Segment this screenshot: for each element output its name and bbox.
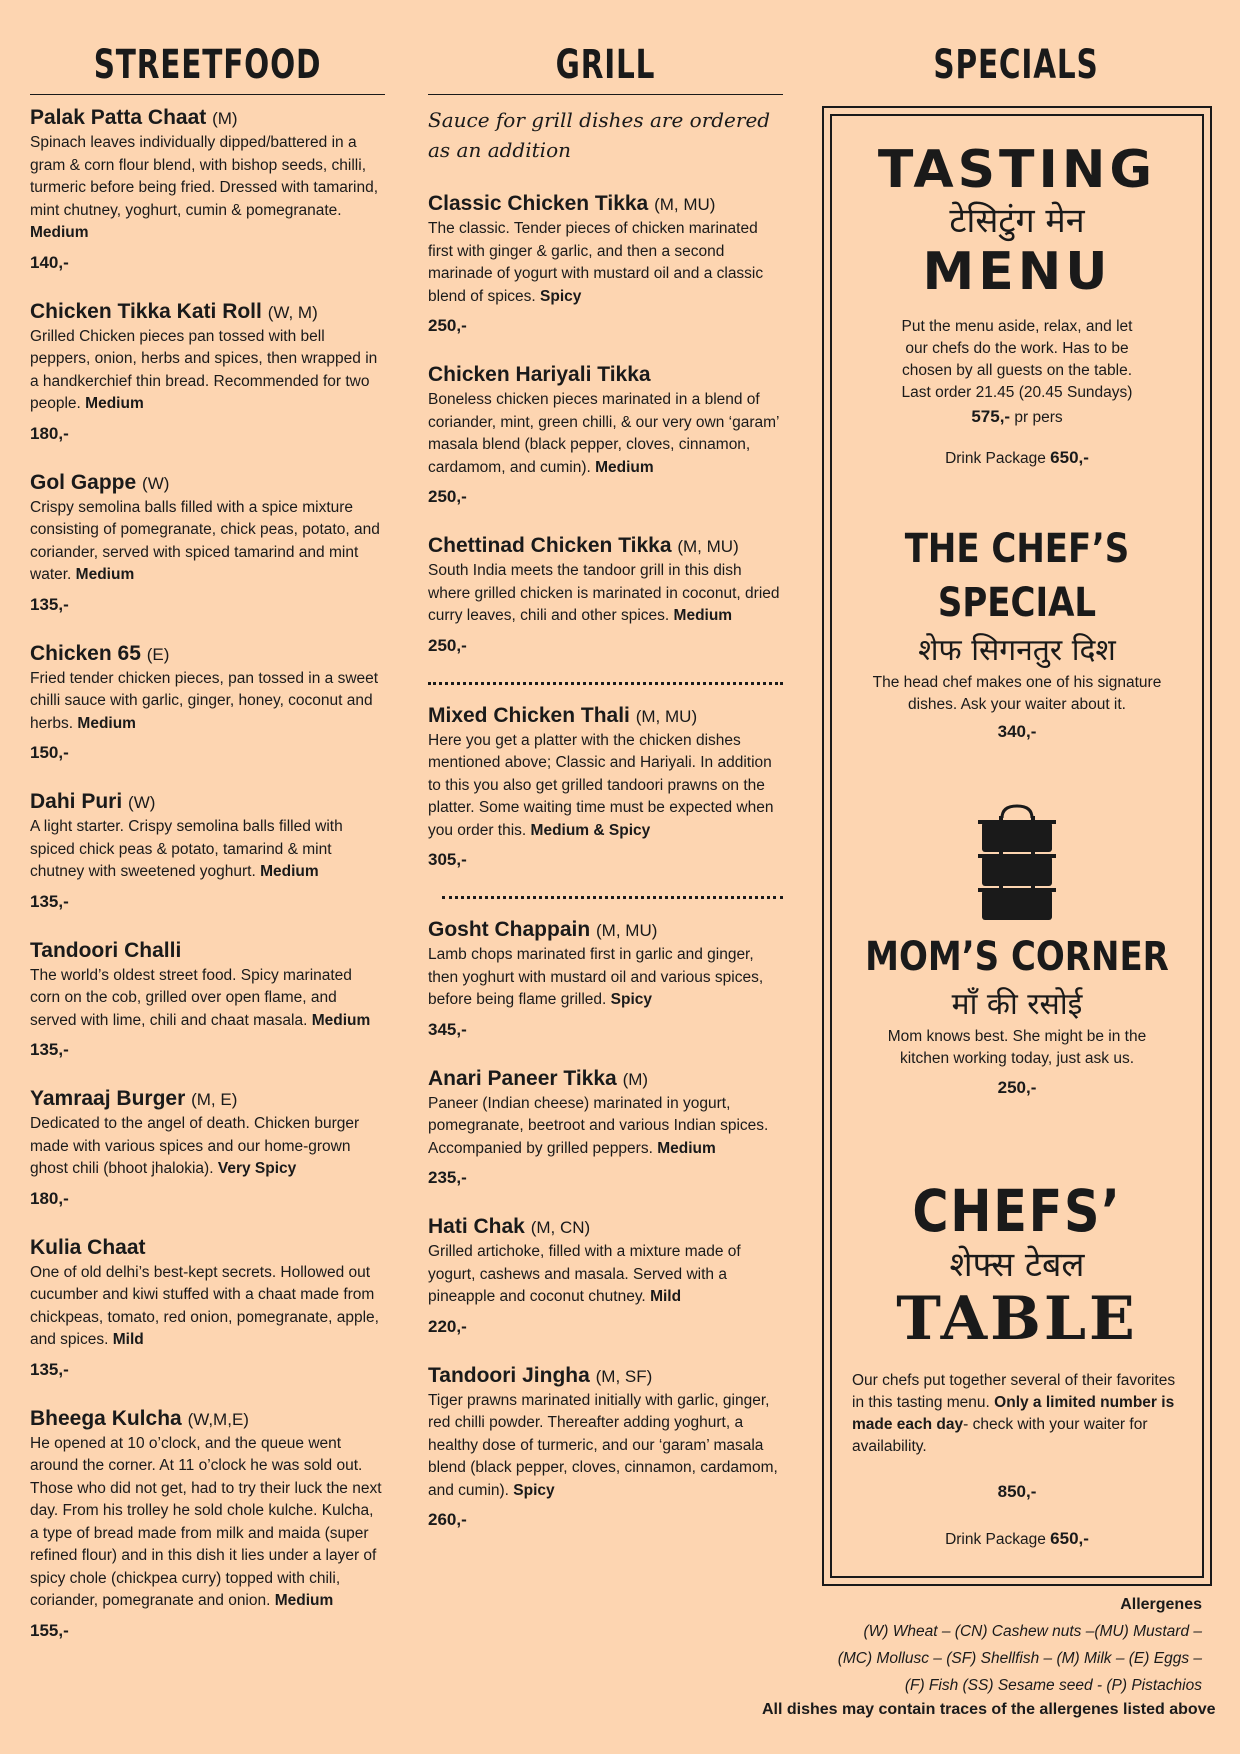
dish-heat-level: Medium	[30, 224, 89, 241]
dish-heat-level: Spicy	[513, 1481, 555, 1499]
allergenes-footer: All dishes may contain traces of the allergenes listed above	[762, 1701, 1216, 1718]
menu-item	[30, 789, 385, 912]
dish-name-row	[428, 1066, 783, 1093]
dish-price: 220,-	[428, 1316, 467, 1336]
dish-heat-level: Spicy	[540, 287, 582, 305]
dish-description-row	[30, 1262, 385, 1352]
dish-description: He opened at 10 o’clock, and the queue went around the corner. At 11 o’clock he was sold out. Those who did not get, had to try their luck the next day. From his trolley he sold chole kulche. Kulcha, a type of bread made from milk and maida (super refined flour) and in this dish it lies under a layer of spicy chole (chickpea curry) topped with chili, coriander, pomegranate and onion.	[30, 1434, 382, 1609]
dish-name-row	[30, 105, 385, 132]
menu-title: MENU	[922, 242, 1112, 302]
tasting-hindi: टेसि‍टुंग मेन	[949, 201, 1085, 241]
dish-description: The classic. Tender pieces of chicken marinated first with ginger & garlic, and then a second marinade of yogurt with mustard oil and a classic blend of spices.	[428, 220, 764, 305]
dish-name: Gol Gappe	[30, 470, 137, 494]
moms-corner-section	[832, 804, 1202, 1098]
heading-rule	[30, 94, 385, 95]
chefs-table-hindi: शेफ्स टेबल	[949, 1245, 1085, 1285]
dish-price: 135,-	[30, 1040, 69, 1059]
dish-name-row	[428, 703, 783, 730]
dish-name: Mixed Chicken Thali	[428, 703, 630, 727]
menu-item	[428, 533, 783, 656]
specials-frame	[822, 106, 1212, 1586]
tasting-drink-row	[832, 447, 1202, 470]
dish-heat-level: Spicy	[610, 991, 653, 1008]
menu-item	[30, 938, 385, 1061]
dish-heat-level: Medium	[85, 395, 144, 412]
menu-item	[30, 1406, 385, 1641]
tiffin-box-icon	[972, 804, 1062, 924]
allergenes-title: Allergenes	[1120, 1596, 1202, 1613]
allergenes-line: (F) Fish (SS) Sesame seed - (P) Pistachios	[904, 1677, 1202, 1694]
dish-description: One of old delhi’s best-kept secrets. Hollowed out cucumber and kiwi stuffed with a chaat made from chickpeas, tomato, red onion, pomegranate, apple, and spices.	[30, 1263, 379, 1348]
dish-description: A light starter. Crispy semolina balls filled with spiced chick peas & potato, tamarind & mint chutney with sweetened yoghurt.	[30, 818, 343, 880]
chefs-table-price: 850,-	[997, 1482, 1037, 1501]
dish-allergens: (M, MU)	[654, 195, 716, 214]
dish-name-row	[428, 917, 783, 944]
dish-description-row	[30, 1433, 385, 1613]
dish-allergens: (M, MU)	[635, 706, 698, 726]
dish-name-row	[428, 533, 783, 560]
dish-description: Boneless chicken pieces marinated in a blend of coriander, mint, green chilli, & our very own ‘garam’ masala blend (black pepper, cloves, cinnamon, cardamom, and cumin).	[428, 391, 779, 476]
dish-description-row	[428, 944, 783, 1012]
dish-name-row	[428, 1363, 783, 1390]
dish-allergens: (M, SF)	[595, 1366, 653, 1386]
menu-item	[428, 362, 783, 507]
dish-name-row	[30, 1086, 385, 1113]
dish-description: Paneer (Indian cheese) marinated in yogurt, pomegranate, beetroot and various Indian spices. Accompanied by grilled peppers.	[428, 1094, 769, 1157]
dish-name: Chettinad Chicken Tikka	[428, 534, 672, 557]
dish-price: 150,-	[30, 743, 69, 762]
dish-price: 180,-	[30, 1188, 69, 1208]
dish-description: Dedicated to the angel of death. Chicken burger made with various spices and our home-grown ghost chili (bhoot jhalokia).	[30, 1115, 360, 1177]
dish-name: Dahi Puri	[30, 790, 123, 813]
menu-item	[428, 191, 783, 336]
dish-allergens: (W)	[128, 793, 156, 812]
menu-item	[30, 1086, 385, 1209]
menu-item	[30, 641, 385, 764]
dish-allergens: (W)	[142, 473, 170, 493]
dish-price: 250,-	[428, 487, 467, 506]
dish-description-row	[30, 1113, 385, 1181]
grill-list-chicken	[428, 191, 783, 656]
dish-description: Lamb chops marinated first in garlic and ginger, then yoghurt with mustard oil and various spices, before being flame grilled.	[428, 946, 764, 1008]
dish-name: Anari Paneer Tikka	[428, 1066, 617, 1090]
dish-heat-level: Medium	[673, 607, 733, 624]
drink-package-label: Drink Package	[945, 1531, 1046, 1548]
chefs-table-desc-b: - check with your waiter for availability.	[852, 1416, 1148, 1455]
chefs-table-title2: TABLE	[896, 1284, 1138, 1354]
dish-name-row	[428, 1214, 783, 1241]
dish-description: Grilled Chicken pieces pan tossed with bell peppers, onion, herbs and spices, then wrapped in a handkerchief thin bread. Recommended for two people.	[30, 327, 378, 412]
menu-item	[428, 917, 783, 1040]
dish-name: Chicken Hariyali Tikka	[428, 363, 651, 386]
moms-corner-desc: Mom knows best. She might be in the kitchen working today, just ask us.	[887, 1028, 1147, 1067]
dish-heat-level: Medium & Spicy	[530, 821, 651, 839]
dish-allergens: (M)	[212, 109, 238, 128]
dish-heat-level: Mild	[112, 1331, 144, 1348]
dish-price: 135,-	[30, 594, 69, 614]
dish-heat-level: Medium	[657, 1139, 716, 1157]
menu-item	[428, 1363, 783, 1531]
menu-item	[428, 1214, 783, 1337]
streetfood-column	[30, 0, 385, 1667]
dish-description-row	[30, 326, 385, 416]
dish-name-row	[30, 470, 385, 497]
chefs-table-desc-bold: Only a limited number is made each day	[852, 1394, 1175, 1433]
allergenes-line: (W) Wheat – (CN) Cashew nuts –(MU) Mustard –	[863, 1623, 1202, 1640]
chefs-table-title1: CHEFS’	[912, 1177, 1122, 1245]
dish-name-row	[30, 1406, 385, 1433]
dish-name: Yamraaj Burger	[30, 1087, 186, 1110]
dish-allergens: (M, E)	[191, 1090, 238, 1109]
allergenes-line: (MC) Mollusc – (SF) Shellfish – (M) Milk – (E) Eggs –	[837, 1650, 1202, 1667]
dish-description-row	[30, 497, 385, 587]
dish-description: Spinach leaves individually dipped/battered in a gram & corn flour blend, with bishop seeds, chilli, turmeric before being fried. Dressed with tamarind, mint chutney, yoghurt, cumin & pomegranate.	[30, 134, 379, 219]
tasting-menu-section	[832, 140, 1202, 470]
tasting-price: 575,-	[971, 407, 1011, 426]
dish-allergens: (M, MU)	[596, 921, 658, 940]
dish-price: 250,-	[428, 635, 467, 655]
drink-package-label: Drink Package	[945, 450, 1046, 467]
chefs-special-title1: THE CHEF’S	[904, 526, 1130, 572]
dish-price: 260,-	[428, 1510, 467, 1529]
dish-allergens: (W, M)	[267, 302, 318, 322]
dish-description-row	[428, 218, 783, 308]
drink-package-price: 650,-	[1050, 448, 1089, 467]
dish-price: 345,-	[428, 1019, 467, 1039]
dish-description-row	[428, 730, 783, 843]
dish-description: The world’s oldest street food. Spicy marinated corn on the cob, grilled over open flame, and served with lime, chili and chaat masala.	[30, 966, 352, 1029]
dish-description-row	[428, 1241, 783, 1309]
dish-heat-level: Medium	[260, 863, 319, 880]
menu-item	[428, 703, 783, 871]
moms-corner-price: 250,-	[997, 1078, 1037, 1097]
dotted-divider	[428, 682, 783, 685]
dish-price: 250,-	[428, 316, 467, 335]
menu-item	[30, 470, 385, 615]
dish-description: Here you get a platter with the chicken dishes mentioned above; Classic and Hariyali. In addition to this you also get grilled tandoori prawns on the platter. Some waiting time must be expected when you order this.	[428, 731, 774, 839]
allergenes-legend	[762, 1596, 1216, 1719]
dish-name-row	[428, 362, 783, 389]
dish-price: 135,-	[30, 1359, 69, 1379]
dish-heat-level: Medium	[311, 1011, 371, 1029]
grill-sauce-note: Sauce for grill dishes are ordered as an addition	[428, 108, 771, 162]
dish-heat-level: Medium	[75, 566, 135, 583]
chefs-special-desc: The head chef makes one of his signature dishes. Ask your waiter about it.	[872, 674, 1162, 713]
dish-description: Fried tender chicken pieces, pan tossed in a sweet chilli sauce with garlic, ginger, honey, coconut and herbs.	[30, 669, 379, 732]
dish-price: 140,-	[30, 252, 69, 272]
dish-name: Classic Chicken Tikka	[428, 192, 649, 215]
heading-rule	[428, 94, 783, 95]
dish-description-row	[428, 1093, 783, 1161]
dish-name-row	[30, 299, 385, 326]
dish-description-row	[428, 389, 783, 479]
chefs-table-section	[832, 1178, 1202, 1551]
dish-price: 180,-	[30, 423, 69, 443]
dish-allergens: (M, MU)	[677, 537, 739, 556]
menu-item	[428, 1066, 783, 1189]
chefs-special-section	[832, 522, 1202, 742]
tasting-title: TASTING	[877, 140, 1157, 200]
dish-heat-level: Medium	[595, 458, 654, 476]
dish-name: Kulia Chaat	[30, 1235, 146, 1259]
dish-allergens: (M)	[622, 1069, 649, 1089]
chefs-table-desc	[832, 1370, 1202, 1458]
dish-name: Bheega Kulcha	[30, 1406, 182, 1430]
grill-list-thali	[428, 703, 783, 871]
dish-name: Gosht Chappain	[428, 918, 591, 941]
tasting-desc: Put the menu aside, relax, and let our chefs do the work. Has to be chosen by all guests on the table. Last order 21.45 (20.45 Sundays)	[901, 318, 1133, 401]
dish-name: Chicken 65	[30, 641, 141, 665]
streetfood-list	[30, 105, 385, 1641]
dish-name: Tandoori Jingha	[428, 1363, 590, 1387]
dish-heat-level: Medium	[77, 714, 136, 732]
tasting-price-unit: pr pers	[1014, 409, 1063, 426]
drink-package-price: 650,-	[1050, 1529, 1089, 1548]
streetfood-heading: STREETFOOD	[93, 42, 322, 88]
menu-item	[30, 299, 385, 444]
dish-heat-level: Mild	[650, 1288, 682, 1305]
dish-price: 135,-	[30, 891, 69, 911]
dish-description: Tiger prawns marinated initially with garlic, ginger, red chilli powder. Thereafter adding yoghurt, a healthy dose of turmeric, and our ‘garam’ masala blend (black pepper, cloves, cinnamon, cardamom, and cumin).	[428, 1391, 778, 1499]
grill-list-other	[428, 917, 783, 1530]
dish-name-row	[30, 1235, 385, 1262]
dish-name: Tandoori Challi	[30, 938, 182, 962]
dish-name-row	[30, 641, 385, 668]
specials-frame-inner	[830, 114, 1204, 1578]
dish-allergens: (M, CN)	[530, 1218, 591, 1237]
dish-description: Grilled artichoke, filled with a mixture made of yogurt, cashews and masala. Served with a pineapple and coconut chutney.	[428, 1243, 741, 1305]
dish-price: 155,-	[30, 1620, 69, 1640]
dish-price: 235,-	[428, 1168, 467, 1187]
dish-name-row	[428, 191, 783, 218]
moms-corner-title: MOM’S CORNER	[865, 934, 1169, 980]
dish-heat-level: Very Spicy	[217, 1160, 297, 1177]
dish-description: Crispy semolina balls filled with a spice mixture consisting of pomegranate, chick peas, potato, and coriander, served with spiced tamarind and mint water.	[30, 498, 380, 583]
dish-name-row	[30, 938, 385, 965]
grill-column	[428, 0, 783, 1556]
dish-heat-level: Medium	[274, 1592, 334, 1609]
tasting-price-row	[832, 406, 1202, 429]
dish-allergens: (E)	[146, 644, 170, 664]
menu-item	[30, 1235, 385, 1380]
chefs-special-title2: SPECIAL	[937, 580, 1097, 626]
dish-description-row	[428, 560, 783, 628]
chefs-special-hindi: शेफ सिगनतुर दिश	[918, 633, 1116, 668]
dish-description: South India meets the tandoor grill in this dish where grilled chicken is marinated in coconut, dried curry leaves, chili and other spices.	[428, 562, 780, 624]
dish-description-row	[30, 965, 385, 1033]
dish-description-row	[30, 816, 385, 884]
specials-heading: SPECIALS	[933, 42, 1099, 88]
chefs-special-price: 340,-	[997, 722, 1037, 741]
moms-corner-hindi: माँ की रसोई	[951, 987, 1083, 1022]
dish-price: 305,-	[428, 850, 467, 869]
dish-description-row	[30, 132, 385, 245]
dish-description-row	[30, 668, 385, 736]
grill-heading: GRILL	[555, 42, 656, 88]
dish-description-row	[428, 1390, 783, 1503]
dish-name: Hati Chak	[428, 1215, 525, 1238]
chefs-table-desc-a: Our chefs put together several of their favorites in this tasting menu.	[852, 1372, 1176, 1411]
dotted-divider	[442, 896, 783, 899]
dish-name: Chicken Tikka Kati Roll	[30, 299, 262, 323]
dish-allergens: (W,M,E)	[187, 1409, 249, 1429]
chefs-table-drink-row	[832, 1528, 1202, 1551]
menu-item	[30, 105, 385, 273]
dish-name-row	[30, 789, 385, 816]
dish-name: Palak Patta Chaat	[30, 106, 207, 129]
specials-column	[822, 0, 1210, 92]
